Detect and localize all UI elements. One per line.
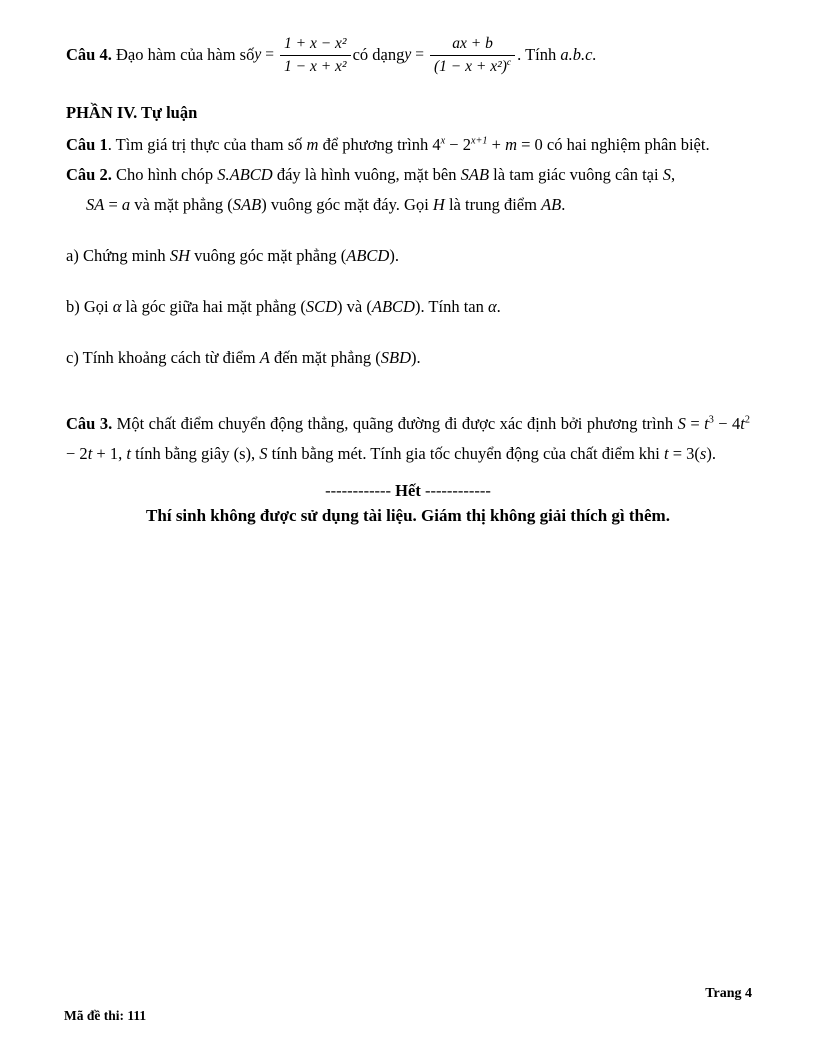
- var-m: m: [505, 135, 517, 154]
- question-2-continued: SA = a và mặt phẳng (SAB) vuông góc mặt đáy. Gọi H là trung điểm AB.: [86, 195, 566, 214]
- section-title-phan-4: PHẦN IV. Tự luận: [66, 103, 198, 122]
- var-scd: SCD: [305, 297, 338, 316]
- exam-code: Mã đề thi: 111: [64, 1008, 147, 1023]
- question-3: Câu 3. Một chất điểm chuyển động thẳng, quãng đường đi được xác định bởi phương trình $S = t^3 - 4t^2 - 2t + 1$, t tính bằng giây (s), S tính bằng mét. Tính gia tốc chuyển động của chất điểm khi t = 3(s).: [66, 414, 750, 463]
- var-s-seconds: s: [699, 444, 707, 463]
- var-t: t: [87, 444, 93, 463]
- var-alpha: α: [112, 297, 122, 316]
- var-sab: SAB: [460, 165, 490, 184]
- var-a: A: [259, 348, 270, 367]
- exponent-x: x: [440, 135, 446, 147]
- var-abcd: ABCD: [371, 297, 415, 316]
- var-s-distance: S: [677, 414, 686, 433]
- end-marker: [66, 479, 750, 503]
- page-number: Trang 4: [705, 986, 752, 1001]
- exponent-x-plus-1: x+1: [470, 135, 488, 147]
- end-label: Hết: [395, 481, 421, 500]
- var-t: t: [740, 414, 745, 433]
- exponent-c: c: [506, 56, 512, 68]
- exponent-3: 3: [708, 414, 714, 426]
- var-sab: SAB: [232, 195, 262, 214]
- question-4: [66, 20, 750, 84]
- var-t: t: [704, 414, 709, 433]
- var-m: m: [306, 135, 319, 154]
- question-4-mid-text: có dạng: [352, 45, 405, 64]
- var-ab: AB: [541, 195, 562, 214]
- question-2-label: Câu 2.: [66, 165, 112, 184]
- question-1: Câu 1. Tìm giá trị thực của tham số m để phương trình $4^x - 2^{x+1} + m = 0$ có hai nghiệm phân biệt.: [66, 135, 710, 154]
- var-sabcd: S.ABCD: [217, 165, 273, 184]
- var-t: t: [126, 444, 131, 463]
- var-sbd: SBD: [380, 348, 411, 367]
- exponent-2: 2: [744, 414, 750, 426]
- var-abcd: ABCD: [346, 246, 390, 265]
- end-dashes-right: ------------: [424, 481, 491, 500]
- var-s-distance: S: [259, 444, 268, 463]
- var-a: a: [121, 195, 131, 214]
- var-t: t: [664, 444, 669, 463]
- question-2-part-c: c) Tính khoảng cách từ điểm A đến mặt phẳng (SBD).: [66, 348, 421, 367]
- abc-product: a.b.c.: [560, 45, 597, 64]
- fraction-2-denominator: $(1 - x + x^2)^c$: [433, 56, 512, 75]
- var-sh: SH: [169, 246, 190, 265]
- end-dashes-left: ------------: [325, 481, 392, 500]
- var-s: S: [662, 165, 671, 184]
- fraction-2: $\frac{ax + b}{(1 - x + x^2)^c}$: [430, 34, 515, 77]
- var-h: H: [432, 195, 445, 214]
- question-1-label: Câu 1: [66, 135, 108, 154]
- question-3-label: Câu 3.: [66, 414, 113, 433]
- var-sa: SA: [86, 195, 105, 214]
- exam-instruction-note: Thí sinh không được sử dụng tài liệu. Giám thị không giải thích gì thêm.: [146, 506, 670, 525]
- formula-derivative-given: y = $\frac{\text{1 + x − x²}}{\text{1 − x + x²}}$: [254, 34, 352, 77]
- question-2-part-a: a) Chứng minh SH vuông góc mặt phẳng (ABCD).: [66, 246, 399, 265]
- question-4-outro-text: . Tính: [517, 45, 561, 64]
- var-alpha: α: [487, 297, 497, 316]
- question-4-label: Câu 4.: [66, 45, 112, 64]
- fraction-1: $\frac{\text{1 + x − x²}}{\text{1 − x + x²}}$: [280, 34, 351, 77]
- question-2-part-b: b) Gọi α là góc giữa hai mặt phẳng (SCD) và (ABCD). Tính tan α.: [66, 297, 501, 316]
- formula-derivative-form: y = $\frac{ax + b}{(1 - x + x^2)^c}$: [404, 34, 517, 77]
- question-4-text: Đạo hàm của hàm số: [111, 45, 255, 64]
- question-2: Câu 2. Cho hình chóp S.ABCD đáy là hình vuông, mặt bên SAB là tam giác vuông cân tại S,: [66, 165, 676, 184]
